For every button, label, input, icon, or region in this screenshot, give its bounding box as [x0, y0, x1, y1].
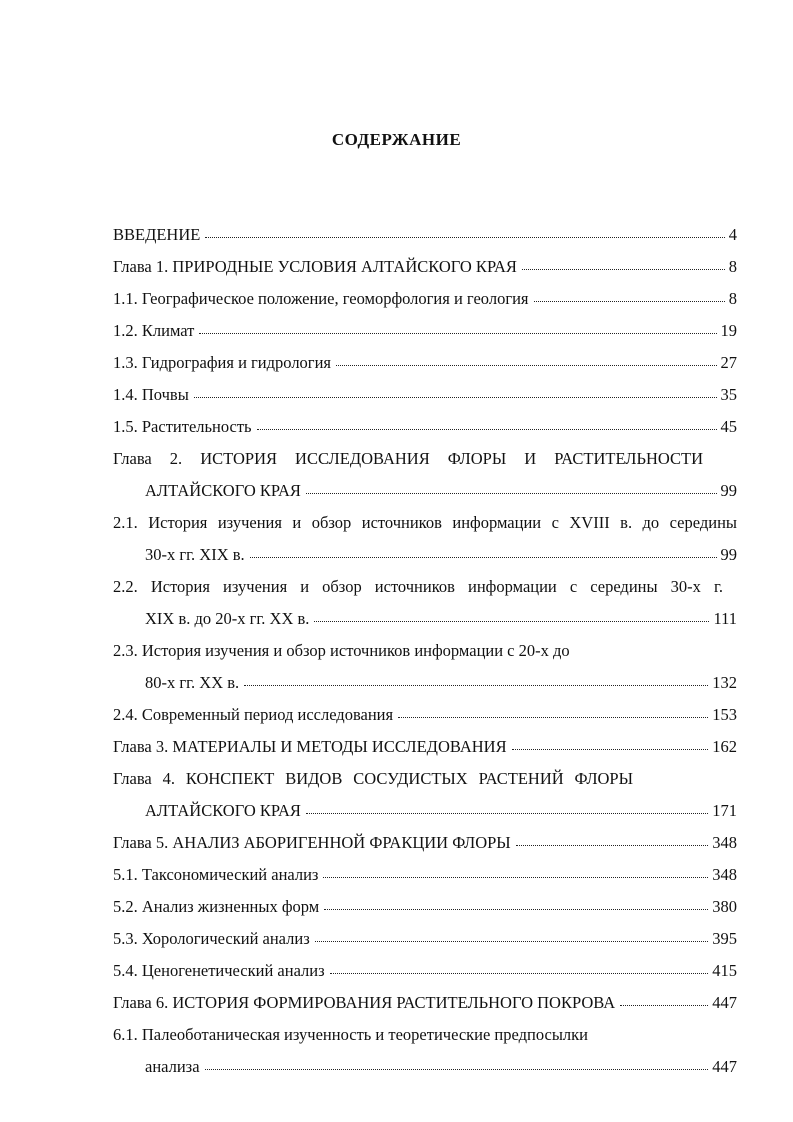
leader-dots: [315, 928, 709, 944]
toc-entry-section-2-3-line2[interactable]: [145, 672, 737, 694]
toc-entry-page: 8: [728, 289, 737, 308]
toc-entry-page: 99: [720, 481, 737, 500]
leader-dots: [306, 800, 708, 816]
toc-entry-page: 35: [720, 385, 737, 404]
toc-entry-section-5-3[interactable]: [113, 928, 737, 950]
toc-entry-chapter-5[interactable]: [113, 832, 737, 854]
toc-entry-section-2-1-line2[interactable]: [145, 544, 737, 566]
toc-entry-title: 5.3. Хорологический анализ: [113, 929, 310, 948]
leader-dots: [314, 608, 709, 624]
toc-entry-title: Глава 4. КОНСПЕКТ ВИДОВ СОСУДИСТЫХ РАСТЕНИЙ ФЛОРЫ: [113, 769, 633, 788]
toc-entry-title: 2.4. Современный период исследования: [113, 705, 394, 724]
toc-entry-page: 4: [728, 225, 737, 244]
toc-entry-section-2-3-line1[interactable]: [113, 640, 737, 662]
toc-entry-page: 45: [720, 417, 737, 436]
toc-entry-page: 171: [712, 801, 737, 820]
leader-dots: [244, 672, 708, 688]
page-title: СОДЕРЖАНИЕ: [331, 130, 462, 149]
toc-entry-section-5-1[interactable]: [113, 864, 737, 886]
toc-entry-title: 1.3. Гидрография и гидрология: [113, 353, 331, 372]
toc-entry-page: 27: [720, 353, 737, 372]
toc-entry-chapter-4-line1[interactable]: [113, 768, 633, 790]
toc-entry-title: 5.1. Таксономический анализ: [113, 865, 319, 884]
toc-entry-section-6-1-line1[interactable]: [113, 1024, 737, 1046]
leader-dots: [516, 832, 709, 848]
toc-entry-page: 380: [712, 897, 737, 916]
toc-entry-page: 162: [712, 737, 737, 756]
toc-entry-chapter-2-line2[interactable]: [145, 480, 737, 502]
toc-entry-page: 153: [712, 705, 737, 724]
toc-entry-chapter-2-line1[interactable]: [113, 448, 703, 470]
toc-entry-chapter-3[interactable]: [113, 736, 737, 758]
leader-dots: [205, 1056, 709, 1072]
toc-entry-title: 5.2. Анализ жизненных форм: [113, 897, 320, 916]
leader-dots: [534, 288, 725, 304]
toc-entry-page: 395: [712, 929, 737, 948]
leader-dots: [306, 480, 717, 496]
toc-entry-title: Глава 2. ИСТОРИЯ ИССЛЕДОВАНИЯ ФЛОРЫ И РАСТИТЕЛЬНОСТИ: [113, 449, 703, 468]
toc-entry-title: 1.2. Климат: [113, 321, 195, 340]
toc-entry-title: 2.1. История изучения и обзор источников информации с XVIII в. до середины: [113, 513, 737, 532]
toc-entry-title: анализа: [145, 1057, 200, 1076]
toc-entry-title: 2.2. История изучения и обзор источников информации с середины 30-х г.: [113, 577, 723, 596]
toc-entry-section-2-2-line2[interactable]: [145, 608, 737, 630]
toc-entry-section-6-1-line2[interactable]: [145, 1056, 737, 1078]
toc-entry-section-2-1-line1[interactable]: [113, 512, 737, 534]
toc-entry-title: АЛТАЙСКОГО КРАЯ: [145, 801, 301, 820]
toc-entry-page: 111: [713, 609, 737, 628]
toc-entry-title: 1.4. Почвы: [113, 385, 189, 404]
toc-entry-title: Глава 3. МАТЕРИАЛЫ И МЕТОДЫ ИССЛЕДОВАНИЯ: [113, 737, 507, 756]
leader-dots: [620, 992, 708, 1008]
toc-entry-section-1-1[interactable]: [113, 288, 737, 310]
toc-entry-title: 30-х гг. XIX в.: [145, 545, 245, 564]
toc-entry-title: ВВЕДЕНИЕ: [113, 225, 201, 244]
toc-entry-page: 447: [712, 993, 737, 1012]
toc-entry-page: 8: [728, 257, 737, 276]
toc-entry-page: 19: [720, 321, 737, 340]
toc-entry-page: 348: [712, 865, 737, 884]
leader-dots: [330, 960, 709, 976]
leader-dots: [199, 320, 716, 336]
toc-entry-chapter-1[interactable]: [113, 256, 737, 278]
toc-entry-title: 1.5. Растительность: [113, 417, 252, 436]
toc-entry-title: Глава 5. АНАЛИЗ АБОРИГЕННОЙ ФРАКЦИИ ФЛОРЫ: [113, 833, 511, 852]
toc-entry-section-1-2[interactable]: [113, 320, 737, 342]
leader-dots: [194, 384, 717, 400]
toc-entry-title: Глава 1. ПРИРОДНЫЕ УСЛОВИЯ АЛТАЙСКОГО КРАЯ: [113, 257, 517, 276]
leader-dots: [205, 224, 724, 240]
toc-entry-title: Глава 6. ИСТОРИЯ ФОРМИРОВАНИЯ РАСТИТЕЛЬНОГО ПОКРОВА: [113, 993, 616, 1012]
toc-entry-page: 447: [712, 1057, 737, 1076]
toc-entry-section-5-2[interactable]: [113, 896, 737, 918]
toc-entry-section-1-3[interactable]: [113, 352, 737, 374]
toc-entry-introduction[interactable]: [113, 224, 737, 246]
toc-entry-page: 415: [712, 961, 737, 980]
toc-entry-title: 1.1. Географическое положение, геоморфология и геология: [113, 289, 529, 308]
toc-entry-title: 5.4. Ценогенетический анализ: [113, 961, 325, 980]
toc-entry-section-2-2-line1[interactable]: [113, 576, 723, 598]
toc-entry-section-2-4[interactable]: [113, 704, 737, 726]
leader-dots: [323, 864, 708, 880]
leader-dots: [512, 736, 709, 752]
leader-dots: [522, 256, 725, 272]
toc-entry-page: 132: [712, 673, 737, 692]
leader-dots: [336, 352, 717, 368]
toc-entry-section-5-4[interactable]: [113, 960, 737, 982]
toc-entry-page: 348: [712, 833, 737, 852]
toc-entry-section-1-5[interactable]: [113, 416, 737, 438]
toc-entry-chapter-4-line2[interactable]: [145, 800, 737, 822]
toc-entry-title: 2.3. История изучения и обзор источников информации с 20-х до: [113, 641, 570, 660]
toc-entry-section-1-4[interactable]: [113, 384, 737, 406]
leader-dots: [398, 704, 708, 720]
leader-dots: [257, 416, 717, 432]
leader-dots: [324, 896, 708, 912]
toc-entry-title: 6.1. Палеоботаническая изученность и теоретические предпосылки: [113, 1025, 588, 1044]
leader-dots: [250, 544, 717, 560]
toc-entry-title: 80-х гг. XX в.: [145, 673, 240, 692]
toc-entry-chapter-6[interactable]: [113, 992, 737, 1014]
toc-entry-title: АЛТАЙСКОГО КРАЯ: [145, 481, 301, 500]
toc-entry-title: XIX в. до 20-х гг. XX в.: [145, 609, 310, 628]
toc-entry-page: 99: [720, 545, 737, 564]
